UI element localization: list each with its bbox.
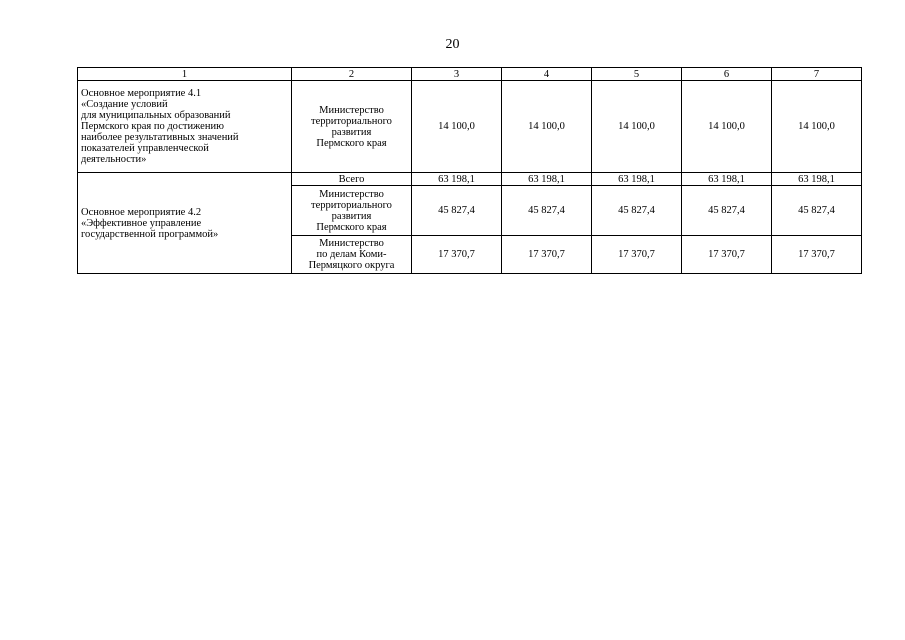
text-line: Всего xyxy=(338,173,365,185)
text-line: развития xyxy=(331,210,372,222)
page-number: 20 xyxy=(445,37,460,52)
amount-cell: 63 198,1 xyxy=(682,173,772,186)
column-number: 3 xyxy=(412,68,502,81)
amount-cell: 17 370,7 xyxy=(502,236,592,274)
text-line: территориального xyxy=(311,199,392,211)
column-number: 5 xyxy=(592,68,682,81)
amount-cell: 17 370,7 xyxy=(772,236,862,274)
amount-cell: 63 198,1 xyxy=(502,173,592,186)
text-line: наиболее результативных значений xyxy=(81,132,239,143)
text-line: Пермского края xyxy=(316,221,387,233)
text-line: Пермского края по достижению xyxy=(81,121,224,132)
amount-cell: 45 827,4 xyxy=(412,186,502,236)
text-line: Министерство xyxy=(319,188,384,200)
amount-cell: 63 198,1 xyxy=(772,173,862,186)
measure-4-1-description xyxy=(78,81,292,173)
amount-cell: 63 198,1 xyxy=(592,173,682,186)
text-line: Пермяцкого округа xyxy=(308,260,395,271)
amount-cell: 14 100,0 xyxy=(502,81,592,173)
column-number: 7 xyxy=(772,68,862,81)
text-line: Министерство xyxy=(319,238,384,249)
text-line: показателей управленческой xyxy=(81,143,209,154)
budget-table xyxy=(77,67,862,274)
amount-cell: 14 100,0 xyxy=(772,81,862,173)
column-number: 6 xyxy=(682,68,772,81)
amount-cell: 45 827,4 xyxy=(592,186,682,236)
text-line: по делам Коми- xyxy=(316,249,387,260)
text-line: «Создание условий xyxy=(81,99,168,110)
amount-cell: 45 827,4 xyxy=(772,186,862,236)
column-number-row xyxy=(78,68,862,81)
amount-cell: 17 370,7 xyxy=(592,236,682,274)
text-line: «Эффективное управление xyxy=(81,217,202,229)
responsible-organization xyxy=(292,236,412,274)
total-label xyxy=(292,173,412,186)
text-line: для муниципальных образований xyxy=(81,110,231,121)
text-line: Основное мероприятие 4.2 xyxy=(81,206,202,218)
column-number: 4 xyxy=(502,68,592,81)
text-line: Пермского края xyxy=(316,137,387,149)
amount-cell: 14 100,0 xyxy=(412,81,502,173)
table-row xyxy=(78,173,862,186)
amount-cell: 14 100,0 xyxy=(682,81,772,173)
amount-cell: 17 370,7 xyxy=(412,236,502,274)
amount-cell: 14 100,0 xyxy=(592,81,682,173)
column-number: 2 xyxy=(292,68,412,81)
amount-cell: 45 827,4 xyxy=(682,186,772,236)
measure-4-2-description xyxy=(78,173,292,274)
table-row xyxy=(78,81,862,173)
text-line: территориального xyxy=(311,115,392,127)
amount-cell: 17 370,7 xyxy=(682,236,772,274)
column-number: 1 xyxy=(78,68,292,81)
text-line: Основное мероприятие 4.1 xyxy=(81,88,202,99)
text-line: государственной программой» xyxy=(81,228,219,240)
amount-cell: 63 198,1 xyxy=(412,173,502,186)
responsible-organization xyxy=(292,81,412,173)
amount-cell: 45 827,4 xyxy=(502,186,592,236)
text-line: деятельности» xyxy=(81,154,147,165)
responsible-organization xyxy=(292,186,412,236)
text-line: Министерство xyxy=(319,104,384,116)
text-line: развития xyxy=(331,126,372,138)
